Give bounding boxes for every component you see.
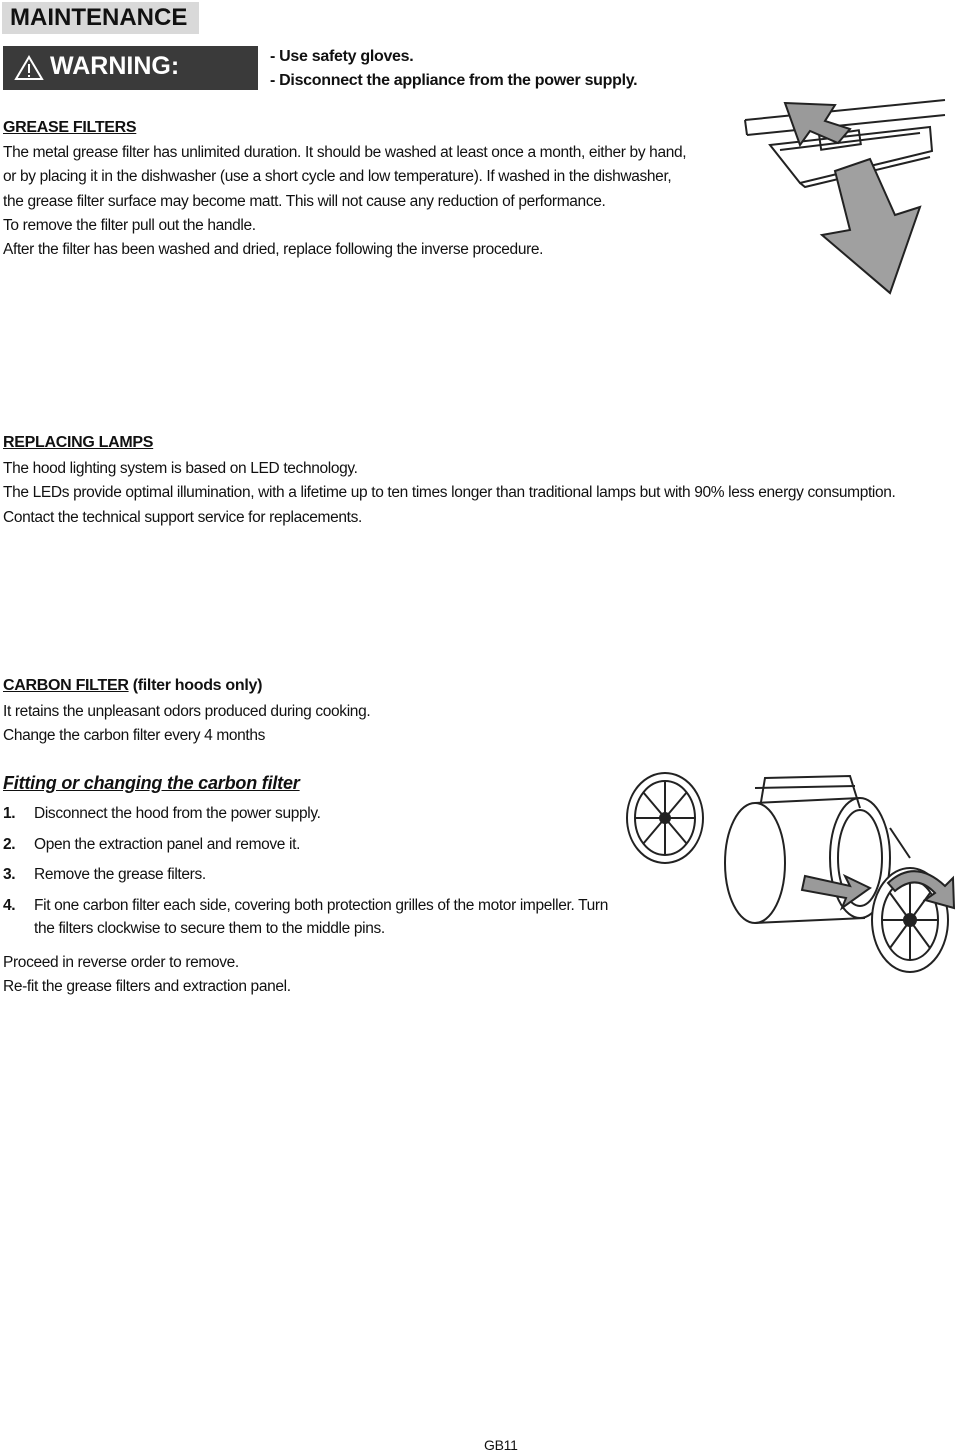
grease-filter-removal-illustration bbox=[740, 95, 950, 300]
step-text: Open the extraction panel and remove it. bbox=[34, 836, 301, 853]
paragraph-line: The metal grease filter has unlimited duration. It should be washed at least once a month, either by hand, bbox=[3, 144, 687, 161]
paragraph-line: the grease filter surface may become matt. This will not cause any reduction of performance. bbox=[3, 192, 606, 210]
carbon-filter-body bbox=[3, 700, 370, 749]
paragraph-line: It retains the unpleasant odors produced during cooking. bbox=[3, 703, 371, 720]
carbon-filter-heading-row bbox=[3, 677, 262, 695]
step-item bbox=[3, 897, 608, 938]
step-text-continued: the filters clockwise to secure them to the middle pins. bbox=[34, 920, 385, 937]
closing-instructions bbox=[3, 951, 291, 1000]
carbon-filter-heading: CARBON FILTER bbox=[3, 677, 129, 694]
page-title: MAINTENANCE bbox=[10, 4, 188, 31]
replacing-lamps-heading: REPLACING LAMPS bbox=[3, 434, 154, 451]
paragraph-line: Proceed in reverse order to remove. bbox=[3, 954, 239, 971]
warning-line: - Disconnect the appliance from the power supply. bbox=[270, 72, 638, 89]
paragraph-line: Contact the technical support service for replacements. bbox=[3, 508, 362, 526]
step-text: Disconnect the hood from the power supply. bbox=[34, 805, 321, 822]
step-item bbox=[3, 805, 321, 823]
page-number: GB11 bbox=[484, 1437, 518, 1453]
step-number: 4. bbox=[3, 897, 16, 914]
carbon-filter-fitting-illustration bbox=[620, 768, 960, 978]
paragraph-line: After the filter has been washed and dried, replace following the inverse procedure. bbox=[3, 241, 544, 259]
paragraph-line: The hood lighting system is based on LED technology. bbox=[3, 460, 358, 477]
paragraph-line: Re-fit the grease filters and extraction panel. bbox=[3, 978, 291, 996]
paragraph-line: The LEDs provide optimal illumination, with a lifetime up to ten times longer than traditional lamps but with 90% less energy consumption. bbox=[3, 484, 896, 502]
warning-label: WARNING: bbox=[50, 52, 180, 80]
step-item bbox=[3, 866, 206, 884]
warning-triangle-icon bbox=[14, 55, 44, 81]
replacing-lamps-body bbox=[3, 457, 896, 530]
step-text: Fit one carbon filter each side, covering both protection grilles of the motor impeller. Turn bbox=[34, 897, 608, 914]
step-number: 2. bbox=[3, 836, 16, 853]
fitting-carbon-filter-subheading: Fitting or changing the carbon filter bbox=[3, 773, 300, 793]
warning-instructions bbox=[270, 45, 637, 93]
paragraph-line: To remove the filter pull out the handle. bbox=[3, 216, 256, 234]
step-text: Remove the grease filters. bbox=[34, 866, 206, 883]
warning-box bbox=[3, 46, 258, 90]
step-number: 1. bbox=[3, 805, 16, 822]
step-number: 3. bbox=[3, 866, 16, 883]
grease-filters-body bbox=[3, 141, 686, 262]
page-title-box bbox=[2, 2, 199, 34]
grease-filters-heading: GREASE FILTERS bbox=[3, 119, 137, 136]
paragraph-line: or by placing it in the dishwasher (use a short cycle and low temperature). If washed in the dishwasher, bbox=[3, 168, 672, 186]
carbon-filter-heading-suffix: (filter hoods only) bbox=[128, 677, 263, 694]
paragraph-line: Change the carbon filter every 4 months bbox=[3, 727, 266, 745]
step-item bbox=[3, 836, 300, 854]
warning-line: - Use safety gloves. bbox=[270, 48, 414, 65]
